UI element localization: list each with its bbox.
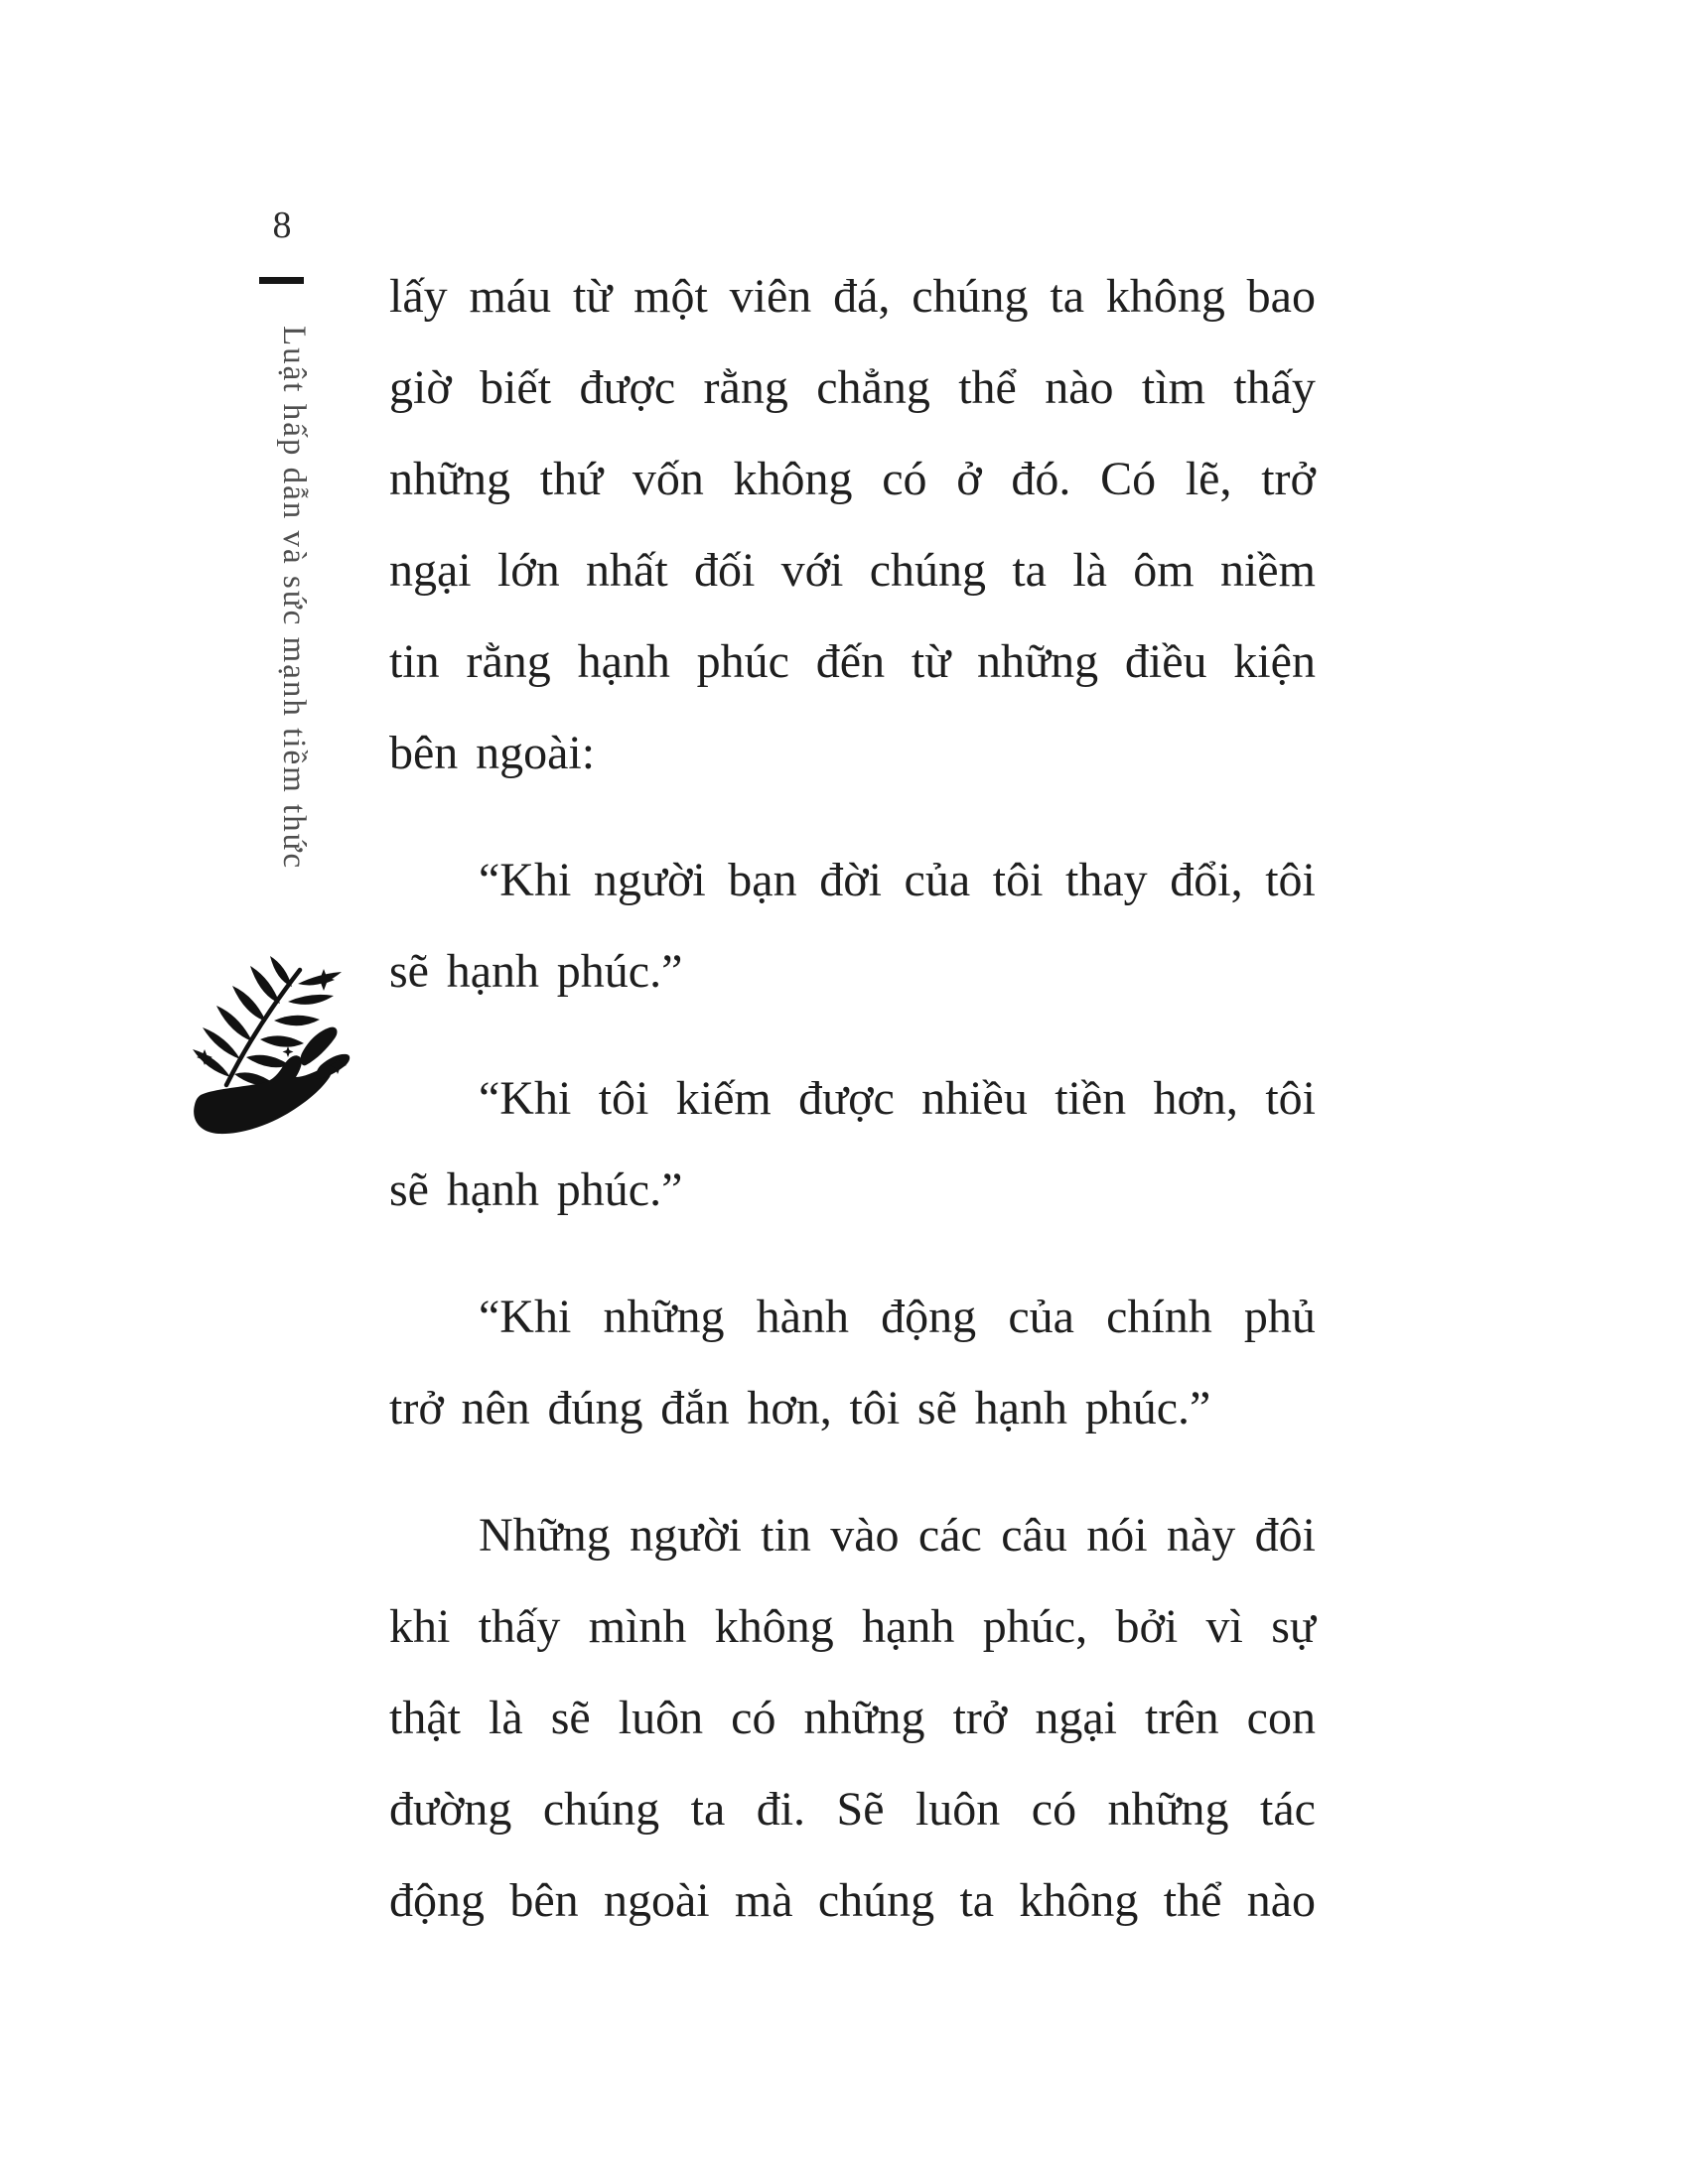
paragraph <box>389 1053 1316 1236</box>
paragraph <box>389 251 1316 799</box>
text-line: trở nên đúng đắn hơn, tôi sẽ hạnh phúc.” <box>389 1382 1211 1434</box>
paragraph <box>389 1490 1316 1947</box>
paragraph <box>389 835 1316 1018</box>
page-body <box>389 251 1316 1947</box>
text-line: sẽ hạnh phúc.” <box>389 1163 683 1216</box>
text-line: động bên ngoài mà chúng ta không thể nào <box>389 1874 1316 1927</box>
text-line: “Khi những hành động của chính phủ <box>479 1291 1316 1343</box>
hand-holding-branch-icon <box>185 953 359 1140</box>
sparkle-icon <box>283 1046 294 1057</box>
book-title-vertical: Luật hấp dẫn và sức mạnh tiềm thức <box>276 326 312 871</box>
text-line: bên ngoài: <box>389 727 596 779</box>
text-line: ngại lớn nhất đối với chúng ta là ôm niềm <box>389 544 1316 597</box>
text-line: đường chúng ta đi. Sẽ luôn có những tác <box>389 1783 1316 1836</box>
text-line: Những người tin vào các câu nói này đôi <box>479 1509 1316 1562</box>
text-line: “Khi tôi kiếm được nhiều tiền hơn, tôi <box>479 1072 1316 1125</box>
page-number-dash <box>259 277 304 284</box>
text-line: tin rằng hạnh phúc đến từ những điều kiện <box>389 635 1316 688</box>
text-line: thật là sẽ luôn có những trở ngại trên con <box>389 1692 1316 1744</box>
sparkle-icon <box>313 969 335 991</box>
text-line: khi thấy mình không hạnh phúc, bởi vì sự <box>389 1600 1316 1653</box>
text-line: giờ biết được rằng chẳng thể nào tìm thấy <box>389 361 1316 414</box>
text-line: “Khi người bạn đời của tôi thay đổi, tôi <box>479 854 1316 906</box>
text-line: những thứ vốn không có ở đó. Có lẽ, trở <box>389 453 1316 505</box>
paragraph <box>389 1272 1316 1454</box>
text-line: lấy máu từ một viên đá, chúng ta không bao <box>389 270 1316 323</box>
text-line: sẽ hạnh phúc.” <box>389 945 683 998</box>
page-number: 8 <box>272 205 292 246</box>
